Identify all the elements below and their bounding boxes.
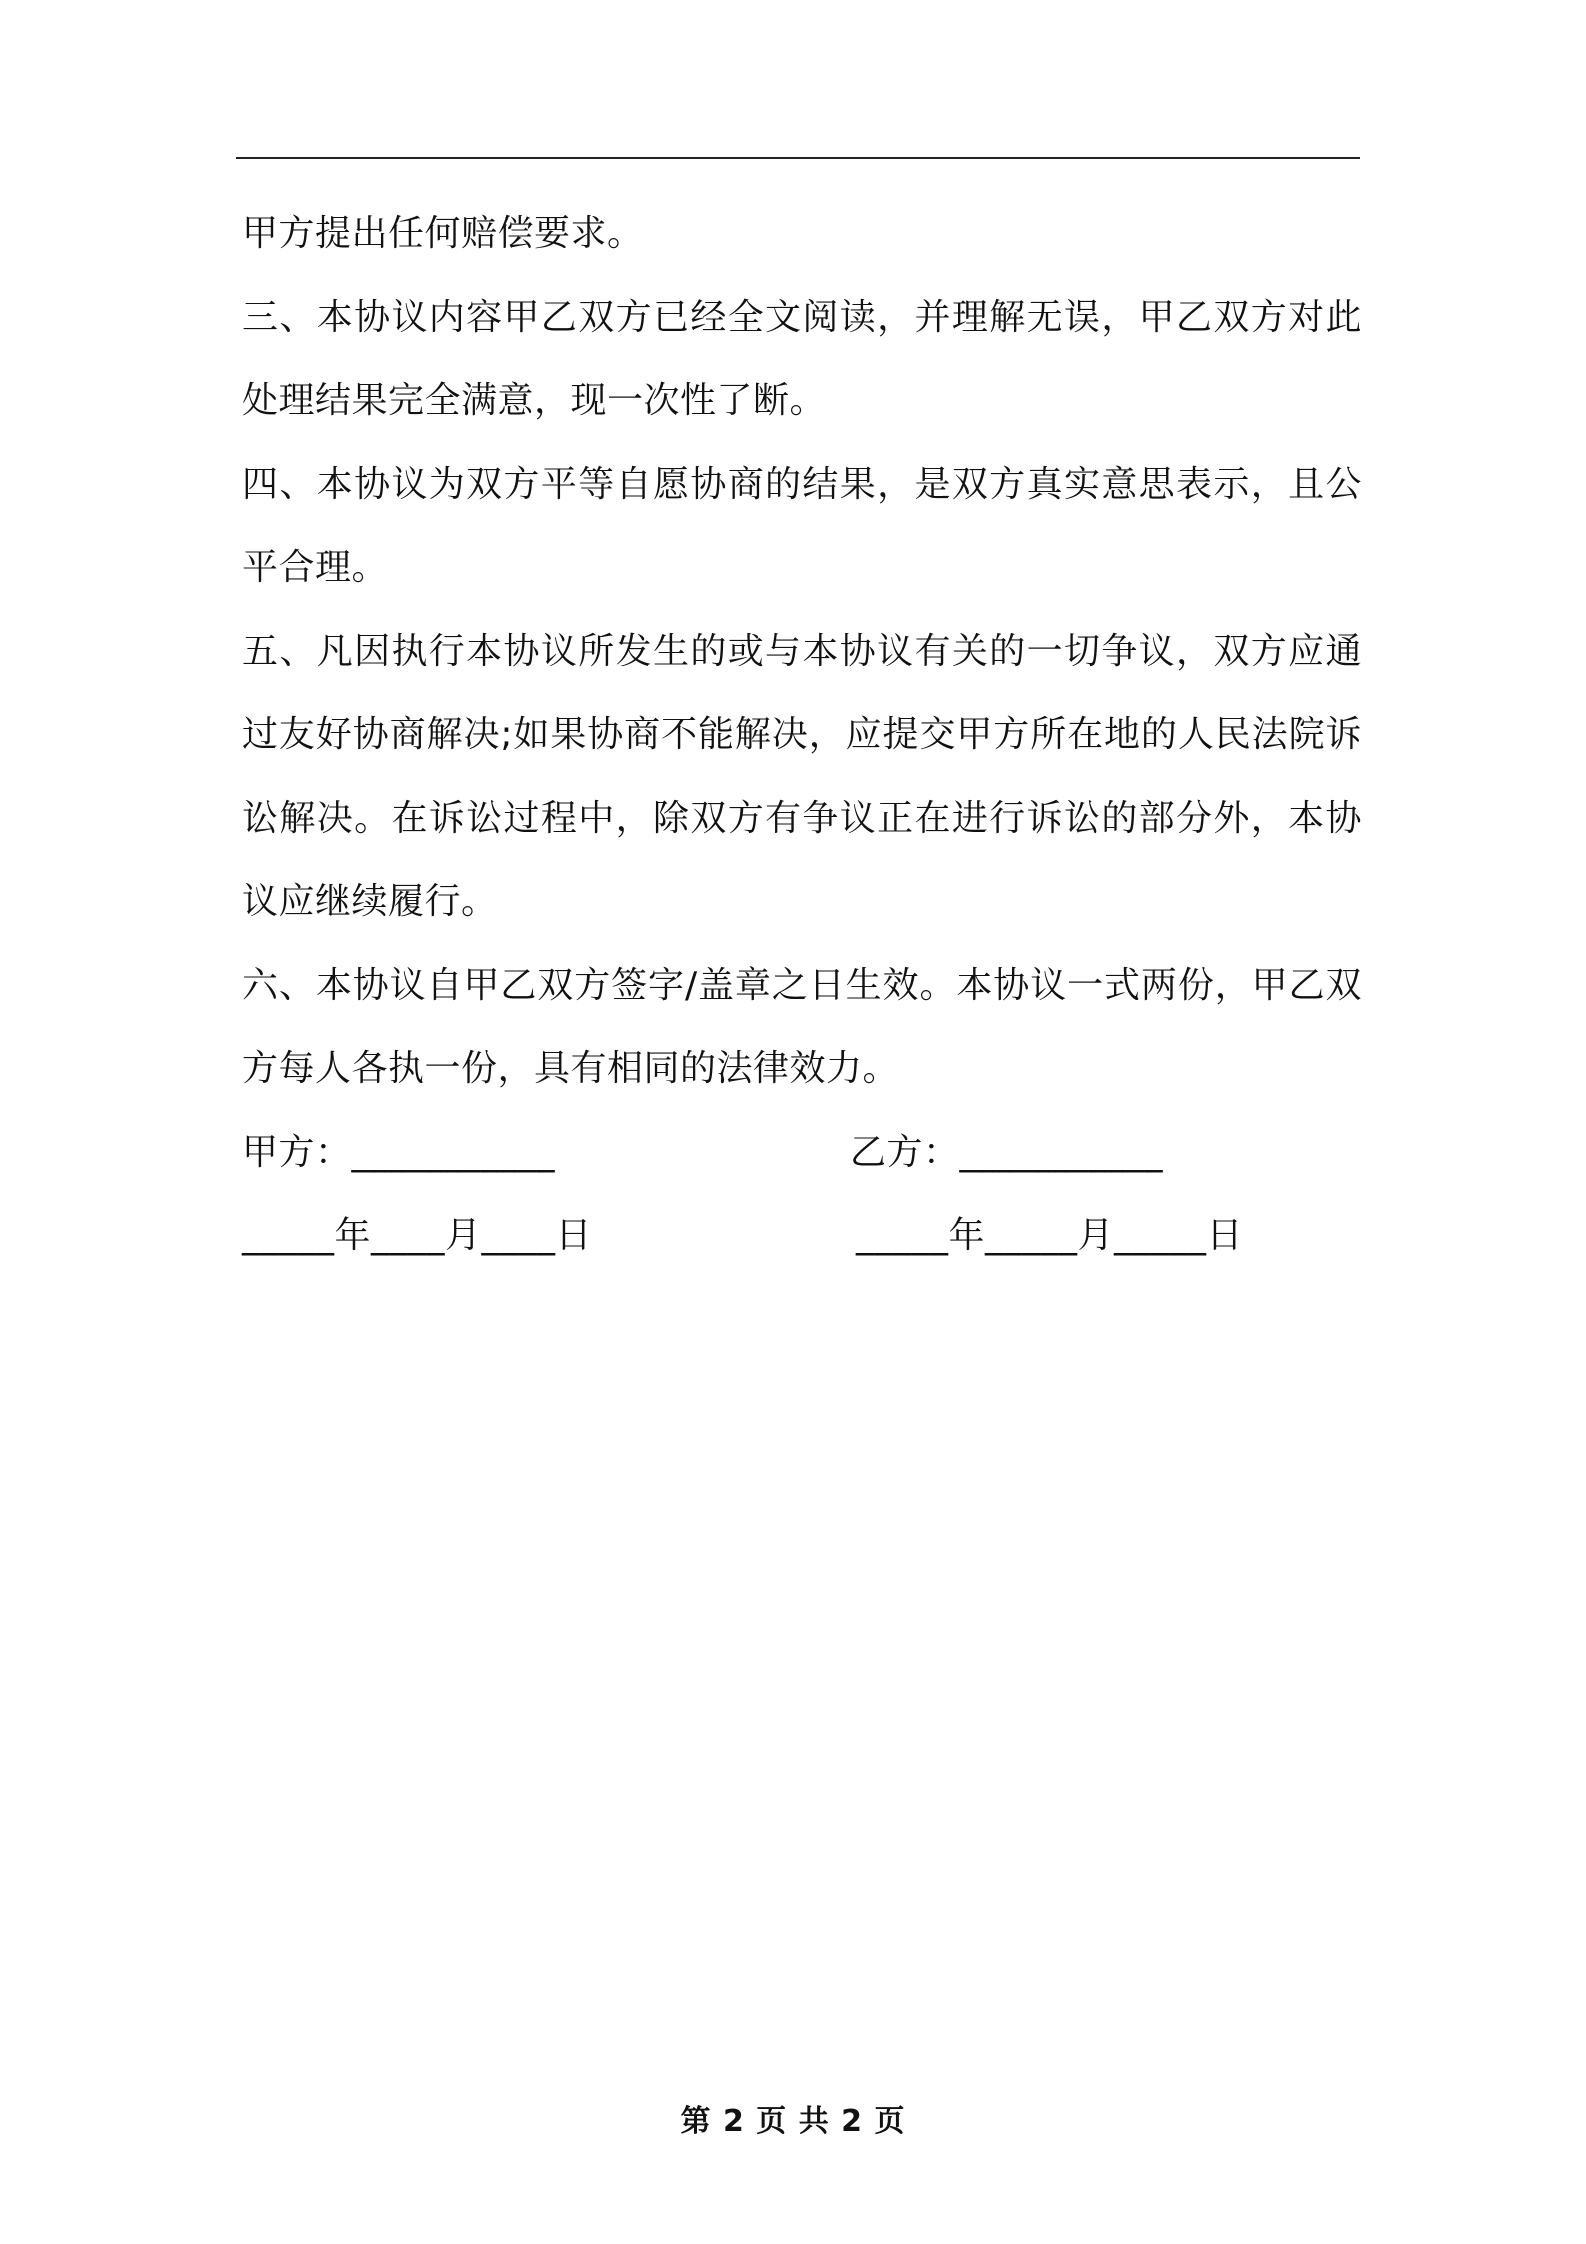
party-b-date: _____年_____月_____日 xyxy=(856,1215,1244,1256)
date-row xyxy=(242,1194,1362,1278)
clause-5: 五、凡因执行本协议所发生的或与本协议有关的一切争议，双方应通过友好协商解决;如果协商不能解决，应提交甲方所在地的人民法院诉讼解决。在诉讼过程中，除双方有争议正在进行诉讼的部分外，本协议应继续履行。 xyxy=(242,630,1362,922)
paragraph-continuation: 甲方提出任何赔偿要求。 xyxy=(242,213,644,254)
document-body xyxy=(242,192,1362,1278)
signature-row xyxy=(242,1111,1362,1195)
party-a-date: _____年____月____日 xyxy=(242,1215,593,1256)
clause-3: 三、本协议内容甲乙双方已经全文阅读，并理解无误，甲乙双方对此处理结果完全满意，现一次性了断。 xyxy=(242,296,1362,421)
clause-6: 六、本协议自甲乙双方签字/盖章之日生效。本协议一式两份，甲乙双方每人各执一份，具有相同的法律效力。 xyxy=(242,964,1362,1089)
page-number: 第 2 页 共 2 页 xyxy=(680,2104,906,2139)
party-b-signature: 乙方：___________ xyxy=(850,1131,1164,1173)
party-a-signature: 甲方：___________ xyxy=(242,1131,556,1173)
clause-4: 四、本协议为双方平等自愿协商的结果，是双方真实意思表示，且公平合理。 xyxy=(242,463,1362,588)
header-rule xyxy=(236,157,1360,159)
